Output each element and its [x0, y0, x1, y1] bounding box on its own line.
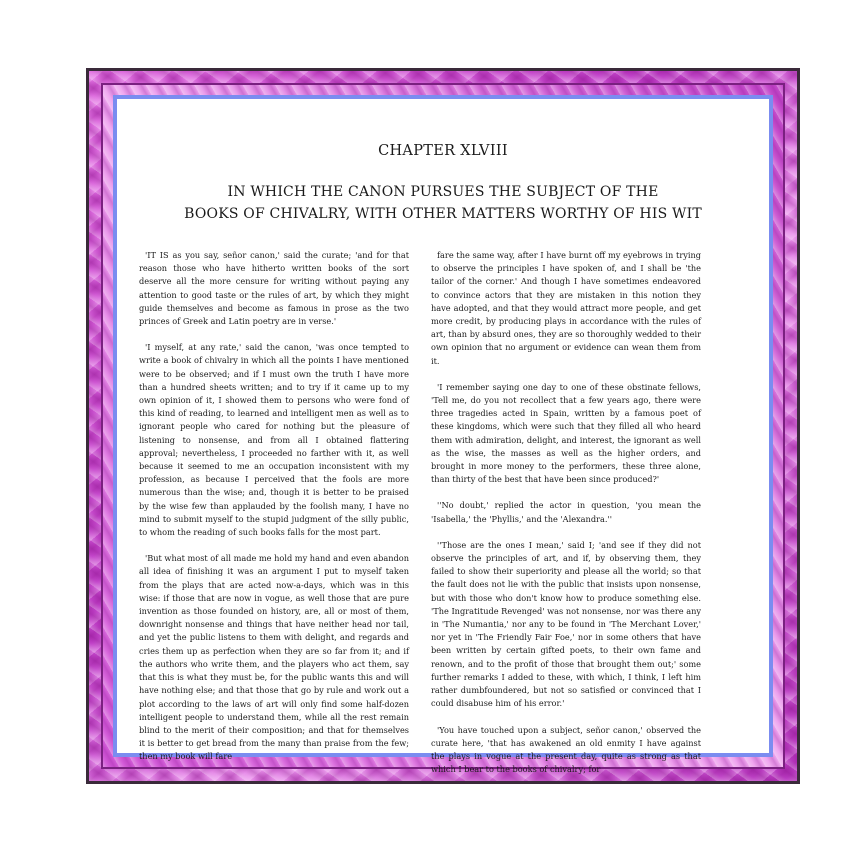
paragraph: 'You have touched upon a subject, señor canon,' observed the curate here, 'that has awakened an old enmity I have against the plays in vogue at the present day, quite as strong as that which I bear to the books of chivalry; for: [431, 724, 701, 775]
right-text-column: [431, 249, 701, 789]
paragraph: 'But what most of all made me hold my hand and even abandon all idea of finishing it was an argument I put to myself taken from the plays that are acted now-a-days, which was in this wise: if those that are now in vogue, as well those that are pure invention as those founded on history, are, all or most of them, downright nonsense and things that have neither head nor tail, and yet the public listens to them with delight, and regards and cries them up as perfection when they are so far from it; and if the authors who write them, and the players who act them, say that this is what they must be, for the public wants this and will have nothing else; and that those that go by rule and work out a plot according to the laws of art will only find some half-dozen intelligent people to understand them, while all the rest remain blind to the merit of their composition; and that for themselves it is better to get bread from the many than praise from the few; then my book will fare: [139, 553, 409, 762]
paragraph: 'IT IS as you say, señor canon,' said the curate; 'and for that reason those who have hitherto written books of the sort deserve all the more censure for writing without paying any attention to good taste or the rules of art, by which they might guide themselves and become as famous in prose as the two princes of Greek and Latin poetry are in verse.': [139, 250, 409, 327]
chapter-title-line-1: IN WHICH THE CANON PURSUES THE SUBJECT OF THE: [227, 184, 659, 200]
book-page: [117, 99, 769, 775]
paragraph: 'I myself, at any rate,' said the canon, 'was once tempted to write a book of chivalry in which all the points I have mentioned were to be observed; and if I must own the truth I have more than a hundred sheets written; and to try if it came up to my own opinion of it, I showed them to persons who were fond of this kind of reading, to learned and intelligent men as well as to ignorant people who cared for nothing but the pleasure of listening to nonsense, and from all I obtained flattering approval; nevertheless, I proceeded no farther with it, as well because it seemed to me an occupation inconsistent with my profession, as because I perceived that the fools are more numerous than the wise; and, though it is better to be praised by the wise few than applauded by the foolish many, I have no mind to submit myself to the stupid judgment of the silly public, to whom the reading of such books falls for the most part.: [139, 342, 409, 538]
paragraph: fare the same way, after I have burnt off my eyebrows in trying to observe the principles I have spoken of, and I shall be 'the tailor of the corner.' And though I have sometimes endeavored to convince actors that they are mistaken in this notion they have adopted, and that they would attract more people, and get more credit, by producing plays in accordance with the rules of art, than by absurd ones, they are so thoroughly wedded to their own opinion that no argument or evidence can wean them from it.: [431, 250, 701, 366]
chapter-title-line-2: BOOKS OF CHIVALRY, WITH OTHER MATTERS WORTHY OF HIS WIT: [184, 206, 702, 222]
paragraph: ''Those are the ones I mean,' said I; 'and see if they did not observe the principles of art, and if, by observing them, they failed to show their superiority and please all the world; so that the fault does not lie with the public that insists upon nonsense, but with those who don't know how to produce something else. 'The Ingratitude Revenged' was not nonsense, nor was there any in 'The Numantia,' nor any to be found in 'The Merchant Lover,' nor yet in 'The Friendly Fair Foe,' nor in some others that have been written by certain gifted poets, to their own fame and renown, and to the profit of those that brought them out;' some further remarks I added to these, with which, I think, I left him rather dumbfoundered, but not so satisfied or convinced that I could disabuse him of his error.': [431, 539, 701, 709]
paragraph: ''No doubt,' replied the actor in question, 'you mean the 'Isabella,' the 'Phyllis,' and the 'Alexandra.'': [431, 500, 701, 524]
chapter-heading: CHAPTER XLVIII: [378, 143, 508, 159]
chapter-title: [137, 181, 749, 225]
frame-bevel: [101, 83, 785, 775]
decorative-frame: [86, 68, 800, 784]
frame-mat: [113, 95, 773, 775]
left-text-column: [139, 249, 409, 777]
paragraph: 'I remember saying one day to one of these obstinate fellows, 'Tell me, do you not recollect that a few years ago, there were three tragedies acted in Spain, written by a famous poet of these kingdoms, which were such that they filled all who heard them with admiration, delight, and interest, the ignorant as well as the wise, the masses as well as the higher orders, and brought in more money to the performers, these three alone, than thirty of the best that have been since produced?': [431, 381, 701, 485]
